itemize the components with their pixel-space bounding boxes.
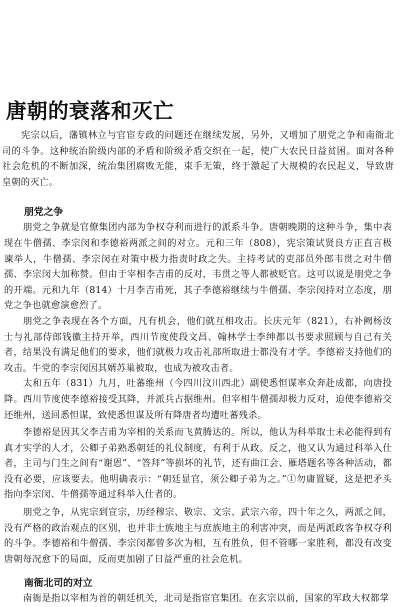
party-struggle-paragraph-1: 朋党之争就是官僚集团内部为争权夺利而进行的派系斗争。唐朝晚期的这种斗争，集中表现在牛僧孺、李宗闵和李德裕两派之间的对立。元和三年（808），宪宗策试贤良方正直言极谏举人，牛僧孺、李宗闵在对策中极力指责时政之失。主持考试的吏部员外郎韦贯之对牛僧孺、李宗闵大加称赞。但由于宰相李吉甫的反对，韦贯之等人都被贬官。这可以说是朋党之争的开端。元和九年（814）十月李吉甫死，其子李德裕继续与牛僧孺、李宗闵持对立态度，朋党之争也就愈演愈烈了。 xyxy=(4,222,392,312)
party-struggle-paragraph-3: 太和五年（831）九月，吐蕃维州（今四川汶川西北）副使悉怛谋率众奔赴成都，向唐投降。西川节度使李德裕接受其降，并派兵占据维州。但宰相牛僧孺却极力反对，迫使李德裕交还维州，送回悉怛谋，致使悉怛谋及所有降唐者均遭吐蕃残杀。 xyxy=(4,378,392,421)
party-struggle-paragraph-5: 朋党之争，从宪宗到宣宗，历经穆宗、敬宗、文宗、武宗六帝，四十年之久，两派之间，没有严格的政治观点的区别，也并非士族地主与庶族地主的利害冲突，而是两派政客争权夺利的斗争。李德裕和牛僧孺、李宗闵都曾多次为相，互有胜负，但不管哪一家胜利，都没有改变唐朝每况愈下的局面，反而更加剧了日益严重的社会危机。 xyxy=(4,507,392,565)
party-struggle-paragraph-4: 李德裕是因其父李吉甫为宰相的关系而飞黄腾达的。所以，他认为科举取士未必能得到有真才实学的人才，公卿子弟熟悉朝廷的礼仪制度，有利于从政。反之，他又认为通过科举入仕者，主司与门生之间有“谢恩”、“答拜”等损坏的礼节，还有曲江会、雁塔题名等各种活动，都没有必要，应该要去。他明确表示：“朝廷显官，须公卿子弟为之。”①勿庸置疑，这是把矛头指向李宗闵、牛僧孺等通过科举入仕者的。 xyxy=(4,427,392,501)
heading-nanya-beisi: 南衙北司的对立 xyxy=(24,578,93,590)
section-title: 唐朝的衰落和灭亡 xyxy=(6,99,174,123)
nanya-beisi-paragraph-1: 南衙是指以宰相为首的朝廷机关，北司是指宦官集团。在玄宗以前，国家的军政大权都掌 xyxy=(23,593,390,605)
party-struggle-paragraph-2: 朋党之争表现在各个方面，凡有机会，他们就互相攻击。长庆元年（821），右补阙杨汝士与礼部侍郎钱徽主持开举，西川节度使段文昌、翰林学士李绅都以书要求照顾与自己有关者，结果没有满足他们的要求，他们就极力攻击礼部所取进士都没有才学。李德裕支持他们的攻击。牛党的李宗闵因其婿苏巢被取，也成为被攻击者。 xyxy=(4,315,392,374)
heading-party-struggle: 朋党之争 xyxy=(24,207,64,219)
intro-paragraph: 宪宗以后，藩镇林立与官宦专政的问题还在继续发展，另外，又增加了朋党之争和南衙北司的斗争。这种统治阶级内部的矛盾和阶级矛盾交织在一起，使广大农民日益贫困。面对各种社会危机的不断加深，统治集团腐败无能，束手无策，终于激起了大规模的农民起义，导致唐皇朝的灭亡。 xyxy=(2,130,394,188)
